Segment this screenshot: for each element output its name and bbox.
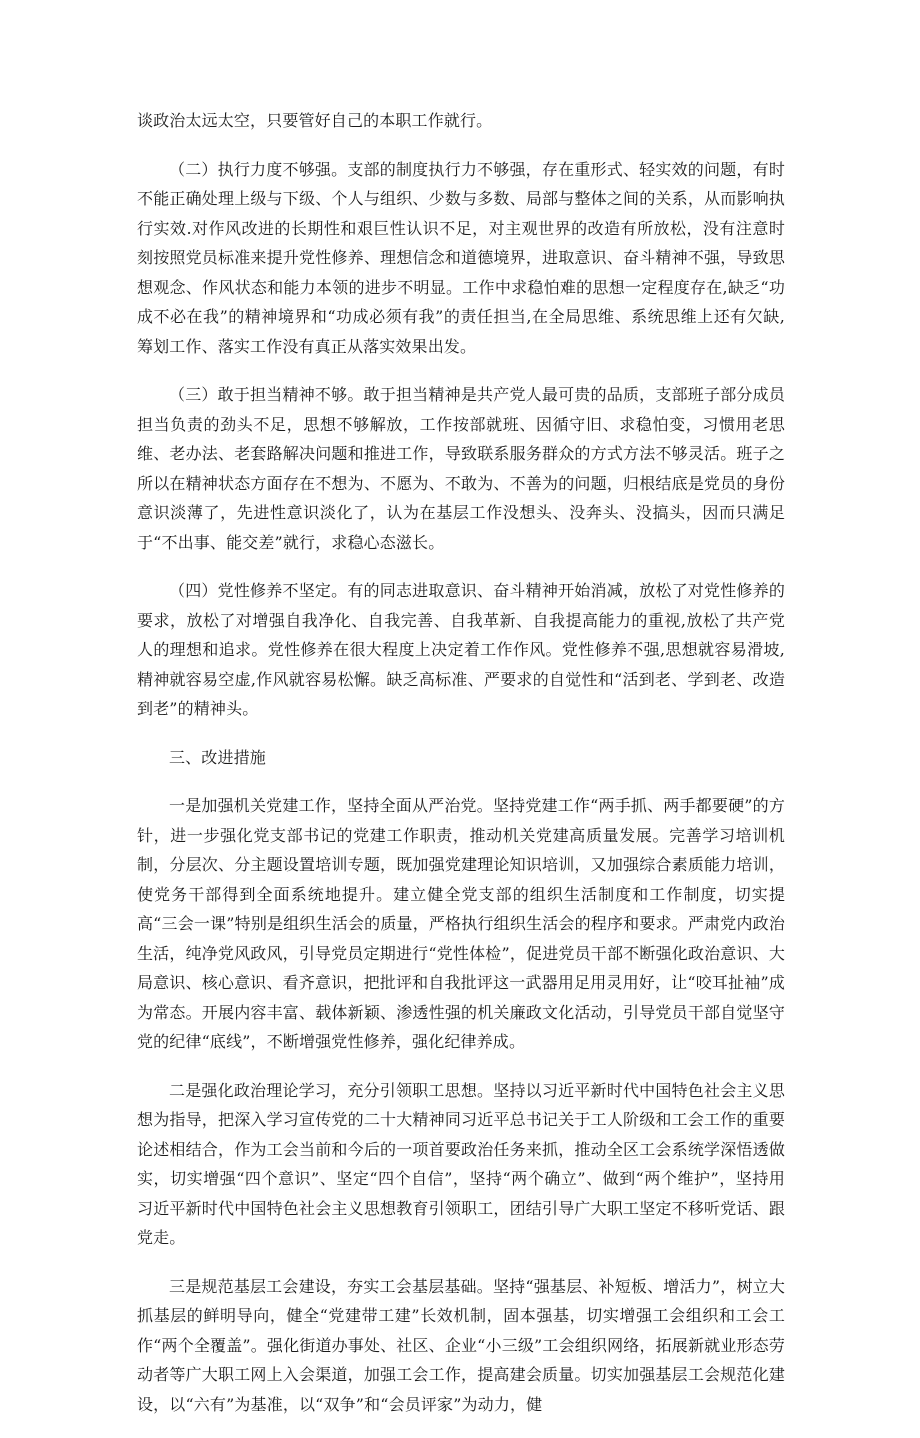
document-body xyxy=(137,106,785,1438)
paragraph-continuation: 谈政治太远太空，只要管好自己的本职工作就行。 xyxy=(137,111,493,130)
paragraph-measure-three: 三是规范基层工会建设，夯实工会基层基础。坚持“强基层、补短板、增活力”，树立大抓基层的鲜明导向，健全“党建带工建”长效机制，固本强基，切实增强工会组织和工会工作“两个全覆盖”。强化街道办事处、社区、企业“小三级”工会组织网络，拓展新就业形态劳动者等广大职工网上入会渠道，加强工会工作，提高建会质量。切实加强基层工会规范化建设，以“六有”为基准，以“双争”和“会员评家”为动力，健 xyxy=(137,1276,785,1414)
paragraph-execution-weakness: （二）执行力度不够强。支部的制度执行力不够强，存在重形式、轻实效的问题，有时不能正确处理上级与下级、个人与组织、少数与多数、局部与整体之间的关系，从而影响执行实效.对作风改进的长期性和艰巨性认识不足，对主观世界的改造有所放松，没有注意时刻按照党员标准来提升党性修养、理想信念和道德境界，进取意识、奋斗精神不强，导致思想观念、作风状态和能力本领的进步不明显。工作中求稳怕难的思想一定程度存在,缺乏“功成不必在我”的精神境界和“功成必须有我”的责任担当,在全局思维、系统思维上还有欠缺,筹划工作、落实工作没有真正从落实效果出发。 xyxy=(137,159,785,356)
paragraph-responsibility-spirit: （三）敢于担当精神不够。敢于担当精神是共产党人最可贵的品质，支部班子部分成员担当负责的劲头不足，思想不够解放，工作按部就班、因循守旧、求稳怕变，习惯用老思维、老办法、老套路解决问题和推进工作，导致联系服务群众的方式方法不够灵活。班子之所以在精神状态方面存在不想为、不愿为、不敢为、不善为的问题，归根结底是党员的身份意识淡薄了，先进性意识淡化了，认为在基层工作没想头、没奔头、没搞头，因而只满足于“不出事、能交差”就行，求稳心态滋长。 xyxy=(137,385,785,552)
paragraph-measure-two: 二是强化政治理论学习，充分引领职工思想。坚持以习近平新时代中国特色社会主义思想为指导，把深入学习宣传党的二十大精神同习近平总书记关于工人阶级和工会工作的重要论述相结合，作为工会当前和今后的一项首要政治任务来抓，推动全区工会系统学深悟透做实，切实增强“四个意识”、坚定“四个自信”，坚持“两个确立”、做到“两个维护”，坚持用习近平新时代中国特色社会主义思想教育引领职工，团结引导广大职工坚定不移听党话、跟党走。 xyxy=(137,1080,785,1247)
section-heading-improvement-measures: 三、改进措施 xyxy=(169,747,266,767)
paragraph-party-spirit: （四）党性修养不坚定。有的同志进取意识、奋斗精神开始消减，放松了对党性修养的要求，放松了对增强自我净化、自我完善、自我革新、自我提高能力的重视,放松了共产党人的理想和追求。党性修养在很大程度上决定着工作作风。党性修养不强,思想就容易滑坡,精神就容易空虚,作风就容易松懈。缺乏高标准、严要求的自觉性和“活到老、学到老、改造到老”的精神头。 xyxy=(137,581,785,718)
paragraph-measure-one: 一是加强机关党建工作，坚持全面从严治党。坚持党建工作“两手抓、两手都要硬”的方针，进一步强化党支部书记的党建工作职责，推动机关党建高质量发展。完善学习培训机制，分层次、分主题设置培训专题，既加强党建理论知识培训，又加强综合素质能力培训，使党务干部得到全面系统地提升。建立健全党支部的组织生活制度和工作制度，切实提高“三会一课”特别是组织生活会的质量，严格执行组织生活会的程序和要求。严肃党内政治生活，纯净党风政风，引导党员定期进行“党性体检”，促进党员干部不断强化政治意识、大局意识、核心意识、看齐意识，把批评和自我批评这一武器用足用灵用好，让“咬耳扯袖”成为常态。开展内容丰富、载体新颖、渗透性强的机关廉政文化活动，引导党员干部自觉坚守党的纪律“底线”，不断增强党性修养，强化纪律养成。 xyxy=(137,796,785,1051)
